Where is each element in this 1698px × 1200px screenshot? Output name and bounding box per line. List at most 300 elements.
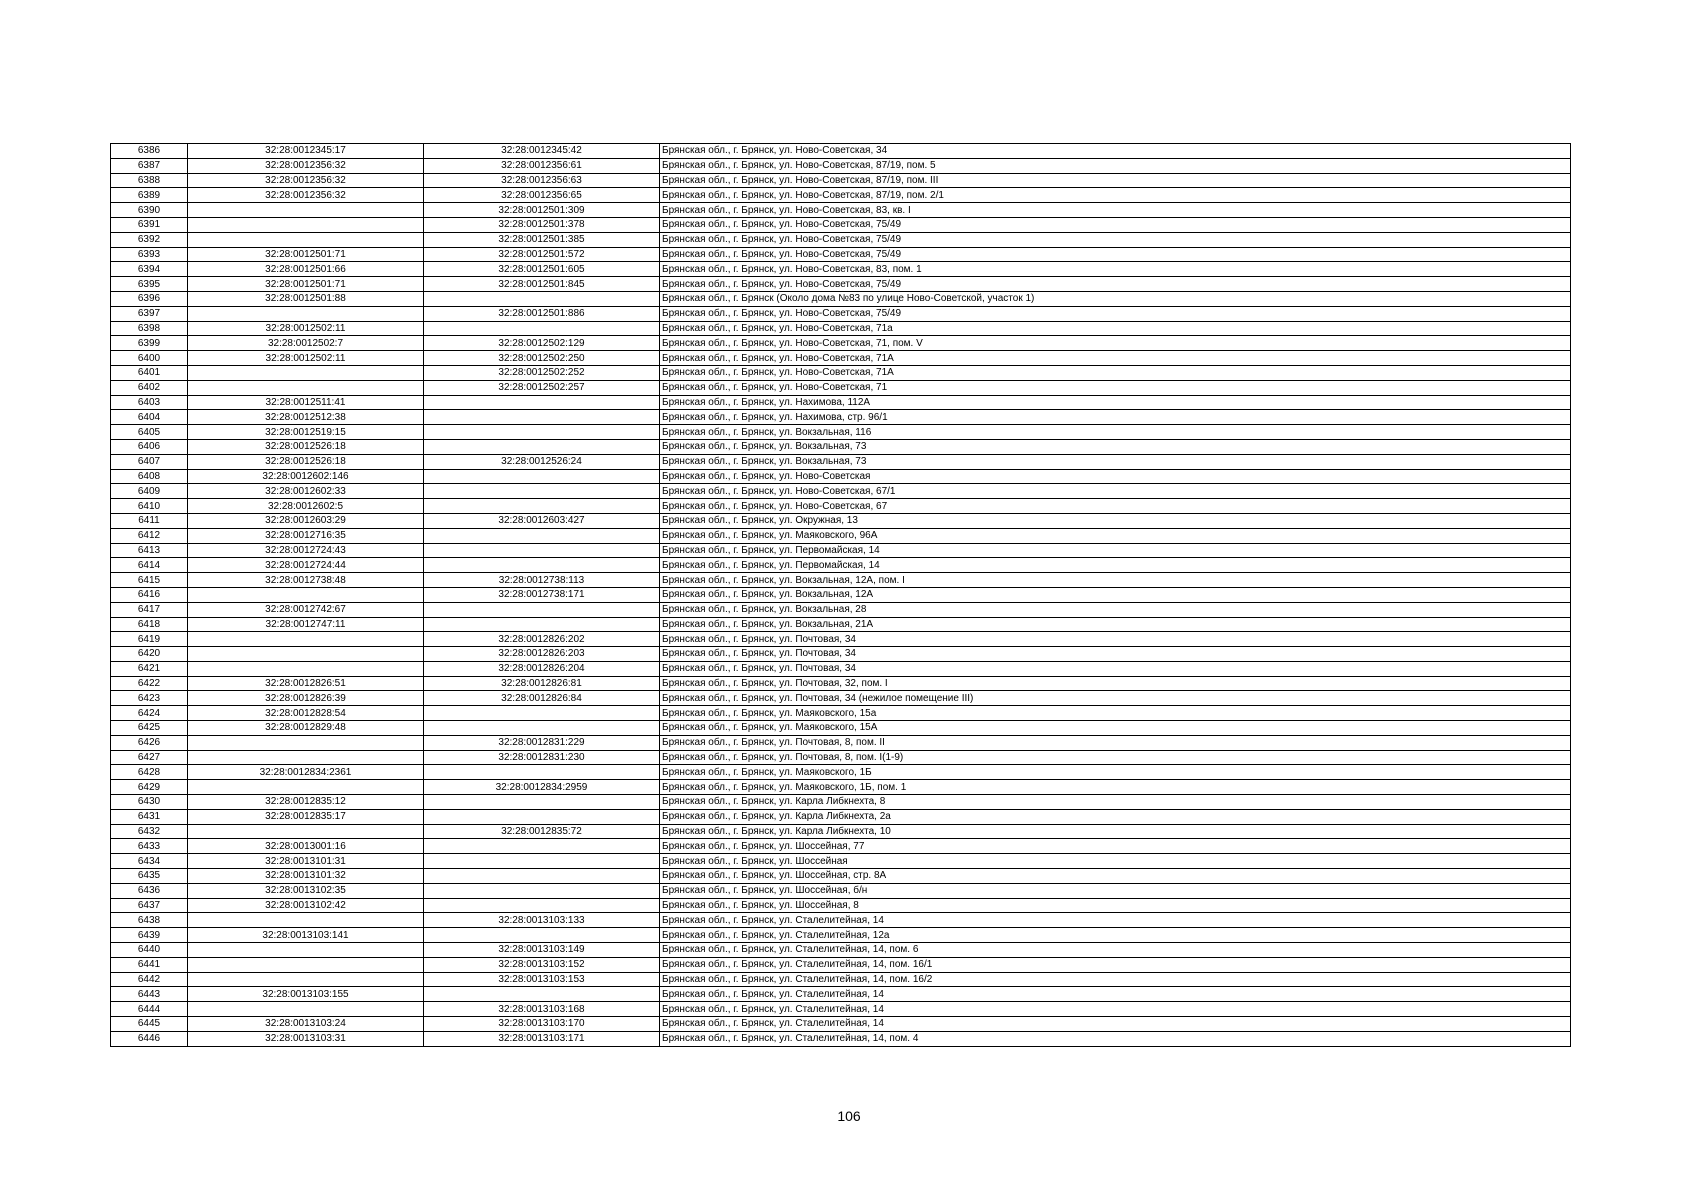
table-row [111,750,1571,765]
object-cadastral-number-cell [424,839,660,854]
table-row [111,217,1571,232]
land-cadastral-number-cell: 32:28:0013101:31 [188,854,424,869]
address-cell: Брянская обл., г. Брянск, ул. Окружная, 13 [660,513,1571,528]
land-cadastral-number-cell: 32:28:0013102:35 [188,883,424,898]
table-row [111,676,1571,691]
object-cadastral-number-cell [424,321,660,336]
land-cadastral-number-cell [188,943,424,958]
object-cadastral-number-cell: 32:28:0012501:309 [424,203,660,218]
address-cell: Брянская обл., г. Брянск, ул. Почтовая, 8, пом. I(1-9) [660,750,1571,765]
land-cadastral-number-cell [188,365,424,380]
address-cell: Брянская обл., г. Брянск, ул. Нахимова, 112А [660,395,1571,410]
object-cadastral-number-cell: 32:28:0012356:61 [424,158,660,173]
row-number-cell: 6400 [111,351,188,366]
object-cadastral-number-cell: 32:28:0012502:257 [424,380,660,395]
object-cadastral-number-cell: 32:28:0012826:204 [424,661,660,676]
land-cadastral-number-cell: 32:28:0013103:141 [188,928,424,943]
row-number-cell: 6443 [111,987,188,1002]
address-cell: Брянская обл., г. Брянск, ул. Ново-Советская [660,469,1571,484]
row-number-cell: 6394 [111,262,188,277]
row-number-cell: 6424 [111,706,188,721]
register-table-body [111,144,1571,1047]
object-cadastral-number-cell [424,795,660,810]
object-cadastral-number-cell: 32:28:0012345:42 [424,144,660,159]
address-cell: Брянская обл., г. Брянск, ул. Вокзальная, 12А [660,587,1571,602]
address-cell: Брянская обл., г. Брянск, ул. Почтовая, 32, пом. I [660,676,1571,691]
address-cell: Брянская обл., г. Брянск, ул. Сталелитейная, 12а [660,928,1571,943]
address-cell: Брянская обл., г. Брянск, ул. Карла Либкнехта, 10 [660,824,1571,839]
object-cadastral-number-cell [424,869,660,884]
row-number-cell: 6391 [111,217,188,232]
table-row [111,528,1571,543]
land-cadastral-number-cell: 32:28:0012356:32 [188,173,424,188]
row-number-cell: 6411 [111,513,188,528]
table-row [111,943,1571,958]
address-cell: Брянская обл., г. Брянск, ул. Почтовая, 34 (нежилое помещение III) [660,691,1571,706]
row-number-cell: 6405 [111,425,188,440]
address-cell: Брянская обл., г. Брянск, ул. Сталелитейная, 14 [660,913,1571,928]
land-cadastral-number-cell: 32:28:0012834:2361 [188,765,424,780]
land-cadastral-number-cell: 32:28:0013103:31 [188,1031,424,1046]
row-number-cell: 6407 [111,454,188,469]
address-cell: Брянская обл., г. Брянск, ул. Сталелитейная, 14, пом. 16/2 [660,972,1571,987]
table-row [111,928,1571,943]
row-number-cell: 6439 [111,928,188,943]
table-row [111,602,1571,617]
address-cell: Брянская обл., г. Брянск, ул. Почтовая, 34 [660,647,1571,662]
address-cell: Брянская обл., г. Брянск, ул. Почтовая, 34 [660,661,1571,676]
address-cell: Брянская обл., г. Брянск, ул. Почтовая, 8, пом. II [660,735,1571,750]
object-cadastral-number-cell: 32:28:0012502:129 [424,336,660,351]
row-number-cell: 6387 [111,158,188,173]
address-cell: Брянская обл., г. Брянск, ул. Сталелитейная, 14 [660,987,1571,1002]
row-number-cell: 6418 [111,617,188,632]
address-cell: Брянская обл., г. Брянск, ул. Сталелитейная, 14 [660,1017,1571,1032]
table-row [111,1002,1571,1017]
row-number-cell: 6396 [111,291,188,306]
address-cell: Брянская обл., г. Брянск, ул. Ново-Советская, 34 [660,144,1571,159]
land-cadastral-number-cell [188,232,424,247]
address-cell: Брянская обл., г. Брянск, ул. Вокзальная, 116 [660,425,1571,440]
address-cell: Брянская обл., г. Брянск, ул. Шоссейная, стр. 8А [660,869,1571,884]
address-cell: Брянская обл., г. Брянск, ул. Вокзальная, 73 [660,439,1571,454]
table-row [111,203,1571,218]
land-cadastral-number-cell [188,217,424,232]
land-cadastral-number-cell: 32:28:0013101:32 [188,869,424,884]
table-row [111,1031,1571,1046]
object-cadastral-number-cell [424,721,660,736]
land-cadastral-number-cell [188,750,424,765]
object-cadastral-number-cell [424,484,660,499]
land-cadastral-number-cell [188,957,424,972]
table-row [111,780,1571,795]
object-cadastral-number-cell: 32:28:0012835:72 [424,824,660,839]
row-number-cell: 6433 [111,839,188,854]
row-number-cell: 6415 [111,573,188,588]
row-number-cell: 6392 [111,232,188,247]
row-number-cell: 6406 [111,439,188,454]
land-cadastral-number-cell: 32:28:0012724:44 [188,558,424,573]
address-cell: Брянская обл., г. Брянск, ул. Шоссейная, 77 [660,839,1571,854]
table-row [111,262,1571,277]
row-number-cell: 6427 [111,750,188,765]
row-number-cell: 6426 [111,735,188,750]
table-row [111,410,1571,425]
address-cell: Брянская обл., г. Брянск, ул. Вокзальная, 28 [660,602,1571,617]
address-cell: Брянская обл., г. Брянск, ул. Ново-Советская, 71 [660,380,1571,395]
object-cadastral-number-cell [424,499,660,514]
table-row [111,987,1571,1002]
table-row [111,173,1571,188]
row-number-cell: 6425 [111,721,188,736]
object-cadastral-number-cell: 32:28:0012356:65 [424,188,660,203]
address-cell: Брянская обл., г. Брянск, ул. Сталелитейная, 14, пом. 4 [660,1031,1571,1046]
register-table [110,143,1571,1047]
land-cadastral-number-cell: 32:28:0013102:42 [188,898,424,913]
object-cadastral-number-cell: 32:28:0013103:133 [424,913,660,928]
object-cadastral-number-cell: 32:28:0012826:202 [424,632,660,647]
address-cell: Брянская обл., г. Брянск, ул. Ново-Советская, 71А [660,351,1571,366]
row-number-cell: 6397 [111,306,188,321]
row-number-cell: 6432 [111,824,188,839]
table-row [111,573,1571,588]
table-row [111,972,1571,987]
row-number-cell: 6420 [111,647,188,662]
land-cadastral-number-cell [188,780,424,795]
object-cadastral-number-cell [424,439,660,454]
address-cell: Брянская обл., г. Брянск, ул. Шоссейная [660,854,1571,869]
table-row [111,587,1571,602]
object-cadastral-number-cell: 32:28:0012502:250 [424,351,660,366]
row-number-cell: 6429 [111,780,188,795]
object-cadastral-number-cell [424,395,660,410]
table-row [111,543,1571,558]
object-cadastral-number-cell [424,898,660,913]
page-number: 106 [837,1108,861,1124]
object-cadastral-number-cell: 32:28:0012501:845 [424,277,660,292]
land-cadastral-number-cell: 32:28:0012501:71 [188,247,424,262]
land-cadastral-number-cell [188,306,424,321]
table-row [111,617,1571,632]
row-number-cell: 6390 [111,203,188,218]
object-cadastral-number-cell: 32:28:0012826:84 [424,691,660,706]
table-row [111,558,1571,573]
table-row [111,883,1571,898]
object-cadastral-number-cell: 32:28:0012826:81 [424,676,660,691]
address-cell: Брянская обл., г. Брянск, ул. Маяковского, 15А [660,721,1571,736]
object-cadastral-number-cell: 32:28:0013103:170 [424,1017,660,1032]
land-cadastral-number-cell [188,203,424,218]
land-cadastral-number-cell: 32:28:0012502:7 [188,336,424,351]
address-cell: Брянская обл., г. Брянск, ул. Ново-Советская, 71, пом. V [660,336,1571,351]
land-cadastral-number-cell: 32:28:0012511:41 [188,395,424,410]
row-number-cell: 6413 [111,543,188,558]
row-number-cell: 6398 [111,321,188,336]
table-row [111,661,1571,676]
row-number-cell: 6402 [111,380,188,395]
address-cell: Брянская обл., г. Брянск, ул. Первомайская, 14 [660,558,1571,573]
object-cadastral-number-cell [424,469,660,484]
land-cadastral-number-cell: 32:28:0012501:66 [188,262,424,277]
land-cadastral-number-cell: 32:28:0012501:71 [188,277,424,292]
table-row [111,957,1571,972]
land-cadastral-number-cell: 32:28:0013103:24 [188,1017,424,1032]
land-cadastral-number-cell: 32:28:0012835:12 [188,795,424,810]
address-cell: Брянская обл., г. Брянск, ул. Ново-Советская, 87/19, пом. 5 [660,158,1571,173]
address-cell: Брянская обл., г. Брянск, ул. Ново-Советская, 75/49 [660,232,1571,247]
land-cadastral-number-cell: 32:28:0012826:39 [188,691,424,706]
land-cadastral-number-cell: 32:28:0012602:33 [188,484,424,499]
table-row [111,469,1571,484]
object-cadastral-number-cell: 32:28:0012738:171 [424,587,660,602]
land-cadastral-number-cell [188,380,424,395]
land-cadastral-number-cell: 32:28:0012747:11 [188,617,424,632]
land-cadastral-number-cell: 32:28:0012828:54 [188,706,424,721]
object-cadastral-number-cell [424,706,660,721]
land-cadastral-number-cell: 32:28:0012502:11 [188,351,424,366]
object-cadastral-number-cell [424,410,660,425]
row-number-cell: 6430 [111,795,188,810]
row-number-cell: 6408 [111,469,188,484]
row-number-cell: 6401 [111,365,188,380]
address-cell: Брянская обл., г. Брянск, ул. Ново-Советская, 75/49 [660,217,1571,232]
row-number-cell: 6440 [111,943,188,958]
table-row [111,765,1571,780]
land-cadastral-number-cell: 32:28:0012724:43 [188,543,424,558]
row-number-cell: 6435 [111,869,188,884]
land-cadastral-number-cell: 32:28:0012602:146 [188,469,424,484]
row-number-cell: 6442 [111,972,188,987]
land-cadastral-number-cell [188,735,424,750]
table-row [111,513,1571,528]
address-cell: Брянская обл., г. Брянск, ул. Карла Либкнехта, 8 [660,795,1571,810]
land-cadastral-number-cell [188,972,424,987]
land-cadastral-number-cell [188,824,424,839]
row-number-cell: 6393 [111,247,188,262]
row-number-cell: 6403 [111,395,188,410]
table-row [111,721,1571,736]
table-row [111,395,1571,410]
land-cadastral-number-cell: 32:28:0012345:17 [188,144,424,159]
table-row [111,484,1571,499]
address-cell: Брянская обл., г. Брянск, ул. Сталелитейная, 14, пом. 16/1 [660,957,1571,972]
table-row [111,380,1571,395]
table-row [111,351,1571,366]
object-cadastral-number-cell: 32:28:0013103:153 [424,972,660,987]
object-cadastral-number-cell: 32:28:0012501:886 [424,306,660,321]
row-number-cell: 6409 [111,484,188,499]
row-number-cell: 6437 [111,898,188,913]
table-row [111,824,1571,839]
table-row [111,735,1571,750]
land-cadastral-number-cell: 32:28:0013001:16 [188,839,424,854]
object-cadastral-number-cell [424,291,660,306]
row-number-cell: 6416 [111,587,188,602]
row-number-cell: 6419 [111,632,188,647]
address-cell: Брянская обл., г. Брянск, ул. Маяковского, 1Б, пом. 1 [660,780,1571,795]
object-cadastral-number-cell [424,617,660,632]
row-number-cell: 6417 [111,602,188,617]
table-row [111,898,1571,913]
land-cadastral-number-cell: 32:28:0012602:5 [188,499,424,514]
row-number-cell: 6399 [111,336,188,351]
row-number-cell: 6395 [111,277,188,292]
table-row [111,158,1571,173]
object-cadastral-number-cell: 32:28:0012501:572 [424,247,660,262]
row-number-cell: 6421 [111,661,188,676]
address-cell: Брянская обл., г. Брянск, ул. Сталелитейная, 14 [660,1002,1571,1017]
address-cell: Брянская обл., г. Брянск, ул. Карла Либкнехта, 2а [660,809,1571,824]
table-row [111,809,1571,824]
land-cadastral-number-cell: 32:28:0012502:11 [188,321,424,336]
table-row [111,647,1571,662]
land-cadastral-number-cell [188,913,424,928]
row-number-cell: 6423 [111,691,188,706]
table-row [111,839,1571,854]
table-row [111,439,1571,454]
object-cadastral-number-cell [424,765,660,780]
object-cadastral-number-cell [424,543,660,558]
object-cadastral-number-cell: 32:28:0013103:171 [424,1031,660,1046]
row-number-cell: 6445 [111,1017,188,1032]
land-cadastral-number-cell: 32:28:0012526:18 [188,454,424,469]
table-row [111,232,1571,247]
row-number-cell: 6441 [111,957,188,972]
address-cell: Брянская обл., г. Брянск, ул. Маяковского, 15а [660,706,1571,721]
table-row [111,321,1571,336]
object-cadastral-number-cell [424,425,660,440]
address-cell: Брянская обл., г. Брянск, ул. Ново-Советская, 87/19, пом. III [660,173,1571,188]
address-cell: Брянская обл., г. Брянск, ул. Ново-Советская, 71а [660,321,1571,336]
table-row [111,277,1571,292]
table-row [111,425,1571,440]
address-cell: Брянская обл., г. Брянск, ул. Маяковского, 1Б [660,765,1571,780]
land-cadastral-number-cell: 32:28:0012716:35 [188,528,424,543]
object-cadastral-number-cell: 32:28:0012501:385 [424,232,660,247]
land-cadastral-number-cell: 32:28:0012835:17 [188,809,424,824]
object-cadastral-number-cell [424,854,660,869]
object-cadastral-number-cell: 32:28:0013103:168 [424,1002,660,1017]
land-cadastral-number-cell: 32:28:0012603:29 [188,513,424,528]
address-cell: Брянская обл., г. Брянск, ул. Ново-Советская, 67 [660,499,1571,514]
address-cell: Брянская обл., г. Брянск, ул. Сталелитейная, 14, пом. 6 [660,943,1571,958]
row-number-cell: 6428 [111,765,188,780]
row-number-cell: 6412 [111,528,188,543]
row-number-cell: 6414 [111,558,188,573]
object-cadastral-number-cell: 32:28:0012501:605 [424,262,660,277]
address-cell: Брянская обл., г. Брянск, ул. Ново-Советская, 71А [660,365,1571,380]
address-cell: Брянская обл., г. Брянск, ул. Первомайская, 14 [660,543,1571,558]
address-cell: Брянская обл., г. Брянск, ул. Почтовая, 34 [660,632,1571,647]
object-cadastral-number-cell: 32:28:0012831:229 [424,735,660,750]
land-cadastral-number-cell [188,647,424,662]
table-row [111,795,1571,810]
row-number-cell: 6431 [111,809,188,824]
object-cadastral-number-cell: 32:28:0012738:113 [424,573,660,588]
row-number-cell: 6422 [111,676,188,691]
table-row [111,632,1571,647]
row-number-cell: 6444 [111,1002,188,1017]
table-row [111,454,1571,469]
object-cadastral-number-cell: 32:28:0012603:427 [424,513,660,528]
land-cadastral-number-cell: 32:28:0013103:155 [188,987,424,1002]
object-cadastral-number-cell: 32:28:0012502:252 [424,365,660,380]
address-cell: Брянская обл., г. Брянск, ул. Маяковского, 96А [660,528,1571,543]
address-cell: Брянская обл., г. Брянск, ул. Ново-Советская, 83, кв. I [660,203,1571,218]
row-number-cell: 6410 [111,499,188,514]
table-row [111,144,1571,159]
land-cadastral-number-cell: 32:28:0012501:88 [188,291,424,306]
object-cadastral-number-cell: 32:28:0012826:203 [424,647,660,662]
table-row [111,1017,1571,1032]
land-cadastral-number-cell [188,1002,424,1017]
table-row [111,306,1571,321]
address-cell: Брянская обл., г. Брянск, ул. Ново-Советская, 67/1 [660,484,1571,499]
object-cadastral-number-cell: 32:28:0013103:152 [424,957,660,972]
address-cell: Брянская обл., г. Брянск, ул. Ново-Советская, 75/49 [660,306,1571,321]
land-cadastral-number-cell: 32:28:0012738:48 [188,573,424,588]
address-cell: Брянская обл., г. Брянск, ул. Шоссейная, 8 [660,898,1571,913]
table-row [111,854,1571,869]
row-number-cell: 6436 [111,883,188,898]
address-cell: Брянская обл., г. Брянск, ул. Шоссейная, б/н [660,883,1571,898]
table-row [111,188,1571,203]
object-cadastral-number-cell [424,928,660,943]
address-cell: Брянская обл., г. Брянск, ул. Вокзальная, 73 [660,454,1571,469]
land-cadastral-number-cell [188,632,424,647]
object-cadastral-number-cell [424,987,660,1002]
table-row [111,365,1571,380]
address-cell: Брянская обл., г. Брянск (Около дома №83 по улице Ново-Советской, участок 1) [660,291,1571,306]
object-cadastral-number-cell [424,602,660,617]
object-cadastral-number-cell [424,558,660,573]
address-cell: Брянская обл., г. Брянск, ул. Ново-Советская, 83, пом. 1 [660,262,1571,277]
land-cadastral-number-cell: 32:28:0012826:51 [188,676,424,691]
land-cadastral-number-cell [188,661,424,676]
object-cadastral-number-cell [424,528,660,543]
land-cadastral-number-cell: 32:28:0012356:32 [188,158,424,173]
land-cadastral-number-cell: 32:28:0012742:67 [188,602,424,617]
address-cell: Брянская обл., г. Брянск, ул. Ново-Советская, 75/49 [660,247,1571,262]
row-number-cell: 6438 [111,913,188,928]
table-row [111,247,1571,262]
row-number-cell: 6388 [111,173,188,188]
table-row [111,706,1571,721]
address-cell: Брянская обл., г. Брянск, ул. Ново-Советская, 75/49 [660,277,1571,292]
table-row [111,336,1571,351]
land-cadastral-number-cell: 32:28:0012526:18 [188,439,424,454]
object-cadastral-number-cell: 32:28:0013103:149 [424,943,660,958]
row-number-cell: 6389 [111,188,188,203]
address-cell: Брянская обл., г. Брянск, ул. Ново-Советская, 87/19, пом. 2/1 [660,188,1571,203]
row-number-cell: 6434 [111,854,188,869]
address-cell: Брянская обл., г. Брянск, ул. Вокзальная, 12А, пом. I [660,573,1571,588]
object-cadastral-number-cell: 32:28:0012834:2959 [424,780,660,795]
address-cell: Брянская обл., г. Брянск, ул. Нахимова, стр. 96/1 [660,410,1571,425]
row-number-cell: 6446 [111,1031,188,1046]
table-row [111,499,1571,514]
object-cadastral-number-cell [424,883,660,898]
object-cadastral-number-cell: 32:28:0012831:230 [424,750,660,765]
row-number-cell: 6386 [111,144,188,159]
row-number-cell: 6404 [111,410,188,425]
address-cell: Брянская обл., г. Брянск, ул. Вокзальная, 21А [660,617,1571,632]
object-cadastral-number-cell [424,809,660,824]
land-cadastral-number-cell: 32:28:0012829:48 [188,721,424,736]
land-cadastral-number-cell: 32:28:0012512:38 [188,410,424,425]
object-cadastral-number-cell: 32:28:0012501:378 [424,217,660,232]
table-row [111,691,1571,706]
